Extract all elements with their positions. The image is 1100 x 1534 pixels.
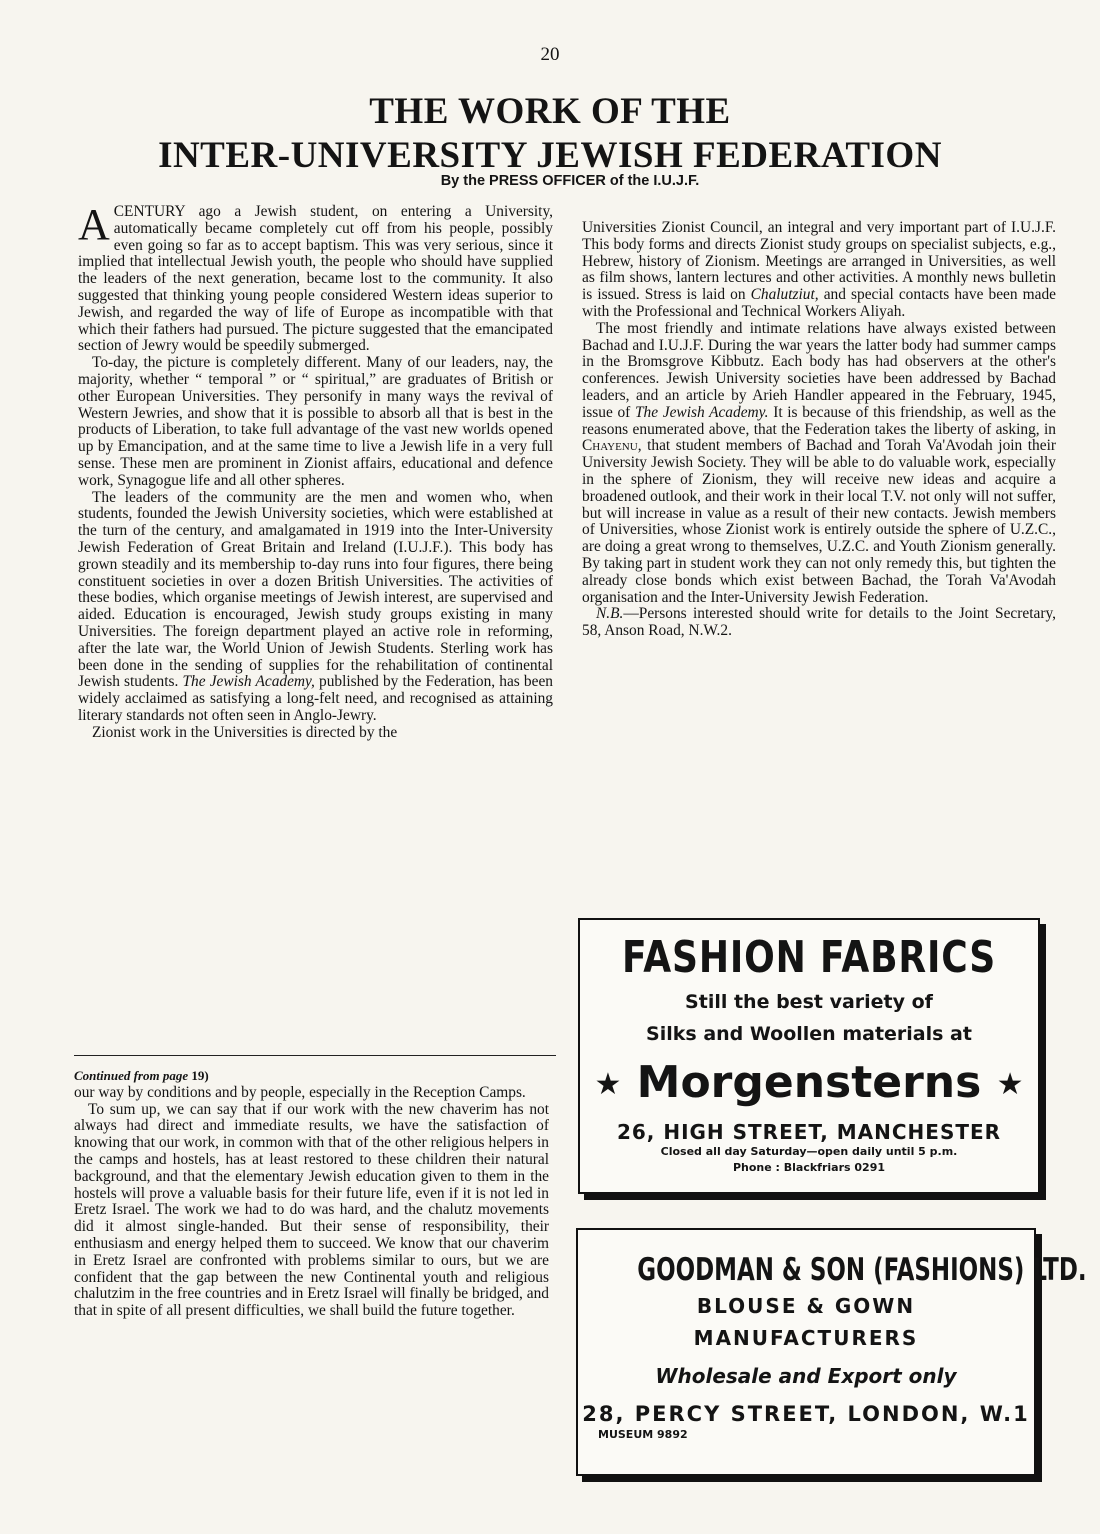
article-paragraph-2: To-day, the picture is completely different. Many of our leaders, nay, the majority, whether “ temporal ” or “ spiritual,” are graduates of British or other European Universities. They personify in many ways the revival of Western Jewries, and show that it is possible to absorb all that is best in the products of Liberation, to take full advantage of the vast new worlds opened up by Emancipation, and at the same time to live a Jewish life in a very full sense. These men are prominent in Zionist affairs, educational and defence work, Synagogue life and all other spheres. (78, 354, 553, 489)
star-icon: ★ (996, 1067, 1024, 1102)
article-paragraph-3 (78, 490, 553, 725)
ad-hours: Closed all day Saturday—open daily until 5 p.m. (660, 1145, 958, 1158)
paragraph-text: published by the Federation, has been widely acclaimed as satisfying a long-felt need, and recognised as attaining literary standards not often seen in Anglo-Jewry. (78, 673, 553, 724)
paragraph-text: It is because of this friendship, as well as the reasons enumerated above, that the Federation takes the liberty of asking, in (582, 403, 1057, 438)
paragraph-text: Universities Zionist Council, an integral and very important part of I.U.J.F. This body forms and directs Zionist study groups on specialist subjects, e.g., Hebrew, history of Zionism. Meetings are arranged in Universities, as well as film shows, lantern lectures and other activities. A monthly news bulletin is issued. Stress is laid on (582, 219, 1056, 304)
continued-note (74, 1068, 549, 1085)
byline: By the PRESS OFFICER of the I.U.J.F. (440, 173, 700, 189)
ad-line-1: Still the best variety of (685, 991, 933, 1013)
article-paragraph-4: Zionist work in the Universities is directed by the (92, 723, 398, 741)
publication-title: The Jewish Academy. (635, 403, 769, 421)
title-line-2: INTER-UNIVERSITY JEWISH FEDERATION (158, 135, 942, 176)
ad-address: 26, HIGH STREET, MANCHESTER (616, 1120, 1002, 1144)
title-line-1: THE WORK OF THE (369, 91, 731, 132)
continued-article (74, 1068, 549, 1320)
article-title (60, 90, 1040, 178)
ad-address: 28, PERCY STREET, LONDON, W.1 (582, 1402, 1030, 1426)
article-paragraph-1 (78, 200, 553, 355)
ad-line-2: Silks and Woollen materials at (646, 1023, 972, 1045)
ad-firm-name: GOODMAN & SON (FASHIONS) LTD. (637, 1252, 1087, 1288)
ad-headline: FASHION FABRICS (621, 932, 997, 983)
ad-brand (580, 1054, 1038, 1114)
nb-text: —Persons interested should write for details to the Joint Secretary, 58, Anson Road, N.W.2. (582, 605, 1056, 640)
article-paragraph-5 (582, 220, 1056, 321)
paragraph-text: The leaders of the community are the men and women who, when students, founded the Jewish University societies, which were established at the turn of the century, and amalgamated in 1919 into the Inter-University Jewish Federation of Great Britain and Ireland (I.U.J.F.). This body has grown steadily and its membership to-day runs into four figures, there being constituent societies in over a dozen British Universities. The activities of these bodies, which organise meetings of Jewish interest, are supervised and aided. Education is encouraged, Jewish study groups existing in many Universities. The foreign department played an active role in reforming, after the late war, the World Union of Jewish Students. Sterling work has been done in the sending of supplies for the rehabilitation of continental Jewish students. (78, 488, 553, 691)
drop-cap: A (78, 200, 110, 249)
page-number: 20 (540, 44, 560, 65)
article-column-right (582, 220, 1056, 640)
continued-paragraph-1: our way by conditions and by people, especially in the Reception Camps. (74, 1083, 526, 1101)
paragraph-text: and special contacts have been made with the Professional and Technical Workers Aliyah. (582, 286, 1056, 320)
continued-label: Continued from page (74, 1068, 189, 1083)
ad-fashion-fabrics (578, 918, 1040, 1194)
ad-tagline: Wholesale and Export only (655, 1364, 957, 1388)
publication-title: The Jewish Academy, (182, 673, 315, 691)
brand-name: Morgensterns (636, 1057, 982, 1108)
nb-label: N.B. (596, 605, 624, 623)
article-paragraph-6 (582, 321, 1056, 607)
ad-line-1: BLOUSE & GOWN (696, 1294, 916, 1318)
ad-phone: Phone : Blackfriars 0291 (732, 1161, 886, 1174)
ad-goodman-and-son (576, 1228, 1087, 1476)
continued-page-ref: 19) (191, 1068, 209, 1083)
continued-paragraph-2: To sum up, we can say that if our work with the new chaverim has not always had direct and immediate results, we have the satisfaction of knowing that our work, in common with that of the other religious helpers in the camps and hostels, has at least restored to these children their natural background, and that the elementary Jewish education given to them in the hostels will prove a valuable basis for their future life, even if it is not led in Eretz Israel. The work we had to do was hard, and the chalutz movements did it almost single-handed. But their sense of responsibility, their enthusiasm and energy helped them to succeed. We know that our chaverim in Eretz Israel are confronted with problems similar to ours, but we are confident that the gap between the new Continental youth and religious chalutzim in the free countries and in Eretz Israel will finally be bridged, and that in spite of all present difficulties, we shall build the future together. (74, 1100, 549, 1320)
ad-phone: MUSEUM 9892 (598, 1428, 688, 1441)
star-icon: ★ (594, 1067, 622, 1102)
column-divider (74, 1055, 556, 1056)
paragraph-text: CENTURY ago a Jewish student, on entering a University, automatically became completely cut off from his people, possibly even going so far as to accept baptism. This was very serious, since it implied that intellectual Jewish youth, the people who should have supplied the leaders of the next generation, became lost to the community. It also suggested that thinking young people considered Western ideas superior to Jewish, and regarded the way of life of Europe as incompatible with that which their fathers had pursued. The picture suggested that the emancipated section of Jewry would be speedily submerged. (78, 203, 553, 355)
magazine-name: Chayenu, (582, 437, 642, 455)
article-column-left (78, 200, 553, 742)
nota-bene (582, 606, 1056, 640)
paragraph-text: The most friendly and intimate relations have always existed between Bachad and I.U.J.F. During the war years the latter body had summer camps in the Bromsgrove Kibbutz. Each body has had observers at the other's conferences. Jewish University societies have been addressed by Bachad leaders, and an article by Arieh Handler appeared in the February, 1945, issue of (582, 319, 1056, 421)
ad-line-2: MANUFACTURERS (693, 1326, 919, 1350)
paragraph-text: that student members of Bachad and Torah Va'Avodah join their University Jewish Society. They will be able to do valuable work, especially in the sphere of Zionism, they will receive new ideas and acquire a broadened outlook, and their work in their local T.V. not only will not suffer, but will increase in value as a result of their new contacts. Jewish members of Universities, whose Zionist work is entirely outside the sphere of U.Z.C., are doing a great wrong to themselves, U.Z.C. and Youth Zionism generally. By taking part in student work they can not only remedy this, but tighten the already close bonds which exist between Bachad, the Torah Va'Avodah organisation and the Inter-University Jewish Federation. (582, 437, 1056, 606)
term: Chalutziut, (750, 286, 819, 304)
